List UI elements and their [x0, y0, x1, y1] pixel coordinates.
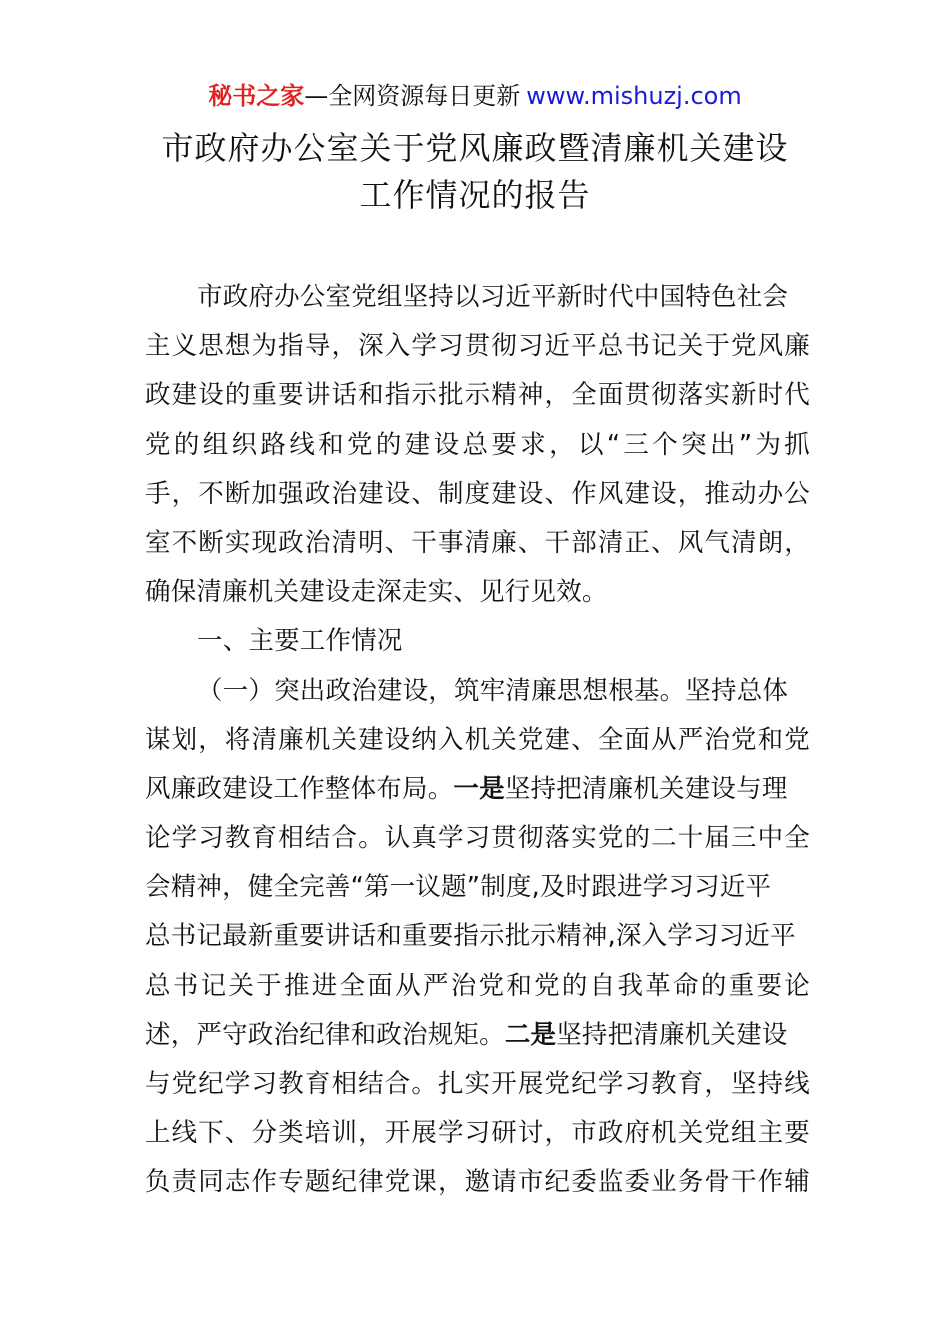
paragraph-2-line: （一）突出政治建设，筑牢清廉思想根基。坚持总体 — [197, 675, 789, 706]
paragraph-2-line: 负责同志作专题纪律党课，邀请市纪委监委业务骨干作辅 — [145, 1167, 810, 1198]
paragraph-1-line: 主义思想为指导，深入学习贯彻习近平总书记关于党风廉 — [145, 331, 810, 362]
site-tagline: —全网资源每日更新 — [304, 82, 521, 110]
paragraph-2-line: 与党纪学习教育相结合。扎实开展党纪学习教育，坚持线 — [145, 1069, 810, 1099]
paragraph-2-line: 总书记最新重要讲话和重要指示批示精神,深入学习习近平 — [145, 921, 796, 952]
bold-marker-first: 一是 — [453, 773, 505, 804]
paragraph-2-line: 会精神，健全完善“第一议题”制度,及时跟进学习习近平 — [145, 872, 772, 903]
paragraph-2-line: 上线下、分类培训，开展学习研讨，市政府机关党组主要 — [145, 1118, 810, 1149]
site-name: 秘书之家 — [208, 82, 305, 110]
paragraph-2-line — [145, 1011, 810, 1060]
paragraph-2-line: 总书记关于推进全面从严治党和党的自我革命的重要论 — [145, 970, 810, 1001]
paragraph-1-line: 手，不断加强政治建设、制度建设、作风建设，推动办公 — [145, 478, 810, 509]
paragraph-2-line: 论学习教育相结合。认真学习贯彻落实党的二十届三中全 — [145, 823, 810, 854]
paragraph-2-text: 坚持把清廉机关建设 — [556, 1019, 788, 1050]
paragraph-1-line: 室不断实现政治清明、干事清廉、干部清正、风气清朗， — [145, 527, 810, 558]
paragraph-2-text: 述，严守政治纪律和政治规矩。 — [145, 1019, 505, 1050]
document-body — [145, 273, 810, 1208]
paragraph-1-line: 政建设的重要讲话和指示批示精神，全面贯彻落实新时代 — [145, 380, 810, 411]
section-heading: 一、主要工作情况 — [197, 626, 403, 657]
paragraph-2-line: 谋划，将清廉机关建设纳入机关党建、全面从严治党和党 — [145, 724, 810, 755]
paragraph-1-line: 确保清廉机关建设走深走实、见行见效。 — [145, 577, 608, 608]
document-title-line-2: 工作情况的报告 — [359, 176, 591, 214]
paragraph-2-text: 坚持把清廉机关建设与理 — [504, 773, 788, 804]
site-url-link[interactable]: www.mishuzj.com — [526, 82, 742, 110]
paragraph-1-line: 市政府办公室党组坚持以习近平新时代中国特色社会 — [197, 282, 789, 312]
bold-marker-second: 二是 — [504, 1019, 557, 1050]
paragraph-1-line: 党的组织路线和党的建设总要求，以“三个突出”为抓 — [145, 429, 810, 460]
paragraph-2-line — [145, 765, 810, 814]
document-title-line-1: 市政府办公室关于党风廉政暨清廉机关建设 — [161, 129, 789, 167]
paragraph-2-text: 风廉政建设工作整体布局。 — [145, 773, 454, 804]
site-header — [0, 80, 950, 112]
